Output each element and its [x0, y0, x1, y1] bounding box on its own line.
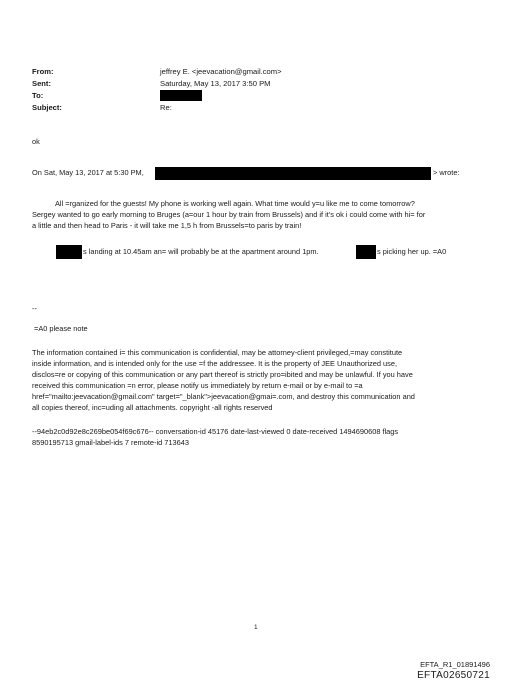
disclaimer-line: inside information, and is intended only for the use =f the addressee. It is the property of JEE Unauthorized use,	[32, 359, 398, 368]
subject-value: Re:	[160, 103, 172, 112]
footer-id-large: EFTA02650721	[417, 670, 490, 681]
disclaimer-line: href="mailto:jeevacation@gmail.com" target="_blank">jeevacation@gmai=.com, and destroy this communication and	[32, 392, 415, 401]
subject-label: Subject:	[32, 103, 62, 112]
quote-line-1: All =rganized for the guests! My phone is working well again. What time would y=u like me to come tomorrow?	[55, 199, 415, 208]
disclaimer-line: all copies thereof, inc=uding all attachments. copyright -all rights reserved	[32, 403, 273, 412]
quote-intro-start: On Sat, May 13, 2017 at 5:30 PM,	[32, 168, 144, 177]
quote-intro-end: > wrote:	[433, 168, 460, 177]
from-label: From:	[32, 67, 54, 76]
disclaimer-line: received this communication =n error, please notify us immediately by return e-mail or by e-mail to =a	[32, 381, 363, 390]
meta-line: --94eb2c0d92e8c269be054f69c676-- conversation-id 45176 date-last-viewed 0 date-received 1494690608 flags	[32, 427, 399, 436]
quote-line-3: a little and then head to Paris - it will take me 1,5 h from Brussels=to paris by train!	[32, 221, 302, 230]
reply-text: ok	[32, 137, 40, 146]
to-label: To:	[32, 91, 44, 100]
landing-redaction-2	[356, 245, 376, 259]
landing-text-2: s picking her up. =A0	[377, 247, 447, 256]
signature-separator: --	[32, 304, 37, 313]
to-redaction	[160, 91, 202, 101]
sent-value: Saturday, May 13, 2017 3:50 PM	[160, 79, 271, 88]
sent-label: Sent:	[32, 79, 51, 88]
disclaimer-line: disclos=re or copying of this communication or any part thereof is strictly pro=ibited and may be unlawful. If you have	[32, 370, 413, 379]
page-number: 1	[254, 624, 258, 631]
landing-text-1: s landing at 10.45am an= will probably be at the apartment around 1pm.	[83, 247, 319, 256]
sender-redaction	[155, 167, 431, 180]
meta-line: 8590195713 gmail-label-ids 7 remote-id 713643	[32, 438, 189, 447]
disclaimer-line: The information contained i= this communication is confidential, may be attorney-client privileged,=may constitute	[32, 348, 403, 357]
from-value: jeffrey E. <jeevacation@gmail.com>	[160, 67, 282, 76]
landing-redaction-1	[56, 245, 82, 259]
quote-line-2: Sergey wanted to go early morning to Bruges (a=our 1 hour by train from Brussels) and if it's ok i could come with hi= for	[32, 210, 426, 219]
please-note: =A0 please note	[34, 324, 88, 333]
footer-id-small: EFTA_R1_01891496	[420, 660, 490, 669]
